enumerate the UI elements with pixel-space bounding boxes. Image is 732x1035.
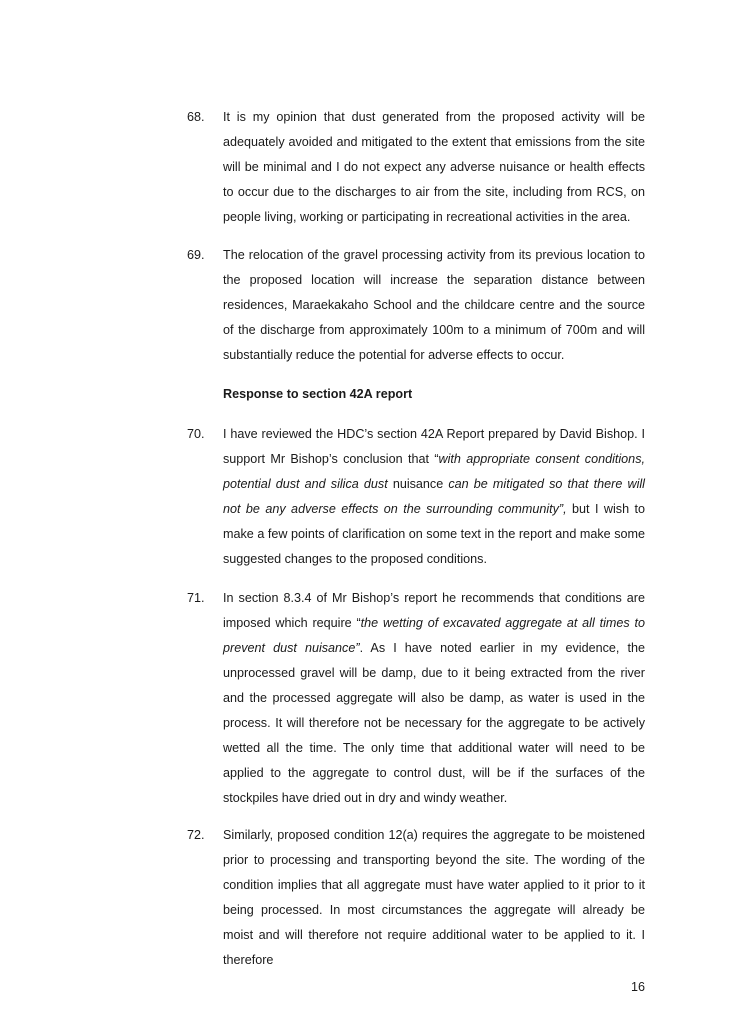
paragraph-text: The relocation of the gravel processing activity from its previous location to the proposed location will increase the separation distance between residences, Maraekakaho School and the childcare centre and the source of the discharge from approximately 100m to a minimum of 700m and will substantially reduce the potential for adverse effects to occur. xyxy=(223,248,645,362)
paragraph-69 xyxy=(187,243,645,368)
paragraph-72 xyxy=(187,823,645,973)
paragraph-number: 70. xyxy=(187,427,205,441)
text-run: nuisance xyxy=(387,477,449,491)
paragraph-number: 68. xyxy=(187,110,205,124)
quoted-text: can be mitigated so that there will not be any adverse effects on the surrounding community”, xyxy=(223,477,645,516)
paragraph-text xyxy=(223,422,645,572)
quoted-text: the wetting of excavated aggregate at all times to prevent dust nuisance” xyxy=(223,616,645,655)
paragraph-70 xyxy=(187,422,645,572)
paragraph-number: 71. xyxy=(187,591,205,605)
paragraph-text xyxy=(223,586,645,811)
paragraph-number: 69. xyxy=(187,248,205,262)
text-run: but I wish to make a few points of clarification on some text in the report and make some suggested changes to the proposed conditions. xyxy=(223,502,645,566)
text-run: In section 8.3.4 of Mr Bishop’s report he recommends that conditions are imposed which require “ xyxy=(223,591,645,630)
paragraph-text: Similarly, proposed condition 12(a) requires the aggregate to be moistened prior to processing and transporting beyond the site. The wording of the condition implies that all aggregate must have water applied to it prior to it being processed. In most circumstances the aggregate will already be moist and will therefore not require additional water to be applied to it. I therefore xyxy=(223,828,645,967)
paragraph-71 xyxy=(187,586,645,811)
quoted-text: with appropriate consent conditions, potential dust and silica dust xyxy=(223,452,645,491)
paragraph-text: It is my opinion that dust generated from the proposed activity will be adequately avoided and mitigated to the extent that emissions from the site will be minimal and I do not expect any adverse nuisance or health effects to occur due to the discharges to air from the site, including from RCS, on people living, working or participating in recreational activities in the area. xyxy=(223,110,645,224)
section-heading: Response to section 42A report xyxy=(223,387,413,401)
text-run: I have reviewed the HDC’s section 42A Report prepared by David Bishop. I support Mr Bishop’s conclusion that “ xyxy=(223,427,645,466)
paragraph-number: 72. xyxy=(187,828,205,842)
text-run: . As I have noted earlier in my evidence, the unprocessed gravel will be damp, due to it being extracted from the river and the processed aggregate will also be damp, as water is used in the process. It will therefore not be necessary for the aggregate to be actively wetted all the time. The only time that additional water will need to be applied to the aggregate to control dust, will be if the surfaces of the stockpiles have dried out in dry and windy weather. xyxy=(223,641,645,805)
paragraph-68 xyxy=(187,105,645,230)
page-number: 16 xyxy=(630,980,645,994)
